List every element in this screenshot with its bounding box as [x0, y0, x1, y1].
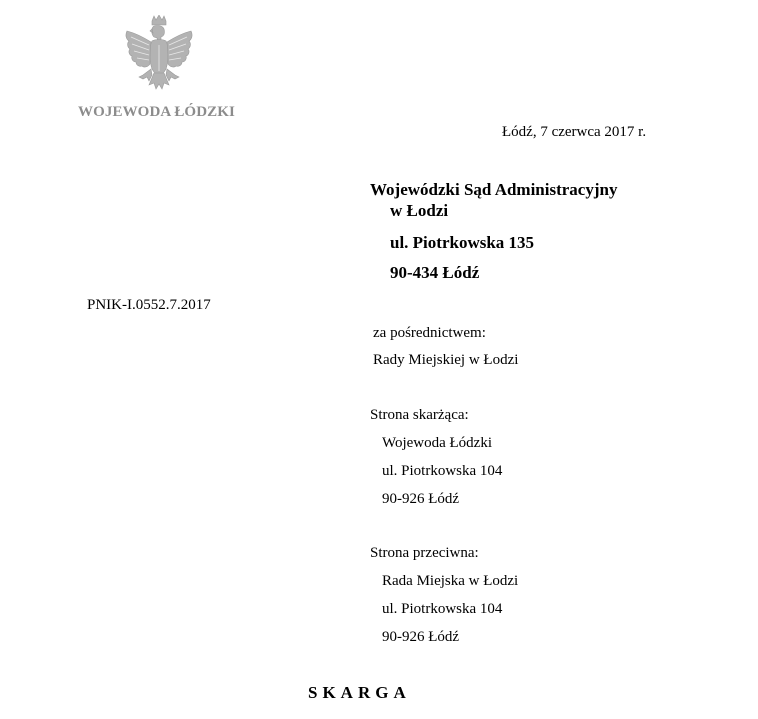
respondent-name: Rada Miejska w Łodzi: [382, 573, 519, 589]
eagle-emblem-graphic: [121, 15, 197, 101]
recipient-street: ul. Piotrkowska 135: [390, 233, 535, 252]
recipient-city: 90-434 Łódź: [390, 263, 480, 282]
place-and-date: Łódź, 7 czerwca 2017 r.: [502, 124, 647, 140]
recipient-name-line1: Wojewódzki Sąd Administracyjny: [370, 180, 618, 199]
via-value: Rady Miejskiej w Łodzi: [373, 352, 519, 368]
complainant-street: ul. Piotrkowska 104: [382, 463, 503, 479]
complainant-city: 90-926 Łódź: [382, 491, 460, 507]
complainant-name: Wojewoda Łódzki: [382, 435, 493, 451]
respondent-street: ul. Piotrkowska 104: [382, 601, 503, 617]
polish-eagle-emblem-icon: [121, 15, 197, 101]
via-label: za pośrednictwem:: [373, 325, 486, 341]
case-reference-number: PNIK-I.0552.7.2017: [87, 297, 211, 313]
complainant-label: Strona skarżąca:: [370, 407, 469, 423]
respondent-city: 90-926 Łódź: [382, 629, 460, 645]
respondent-label: Strona przeciwna:: [370, 545, 479, 561]
issuer-heading: WOJEWODA ŁÓDZKI: [78, 104, 235, 120]
recipient-name-line2: w Łodzi: [390, 201, 449, 220]
document-title: SKARGA: [308, 683, 411, 702]
